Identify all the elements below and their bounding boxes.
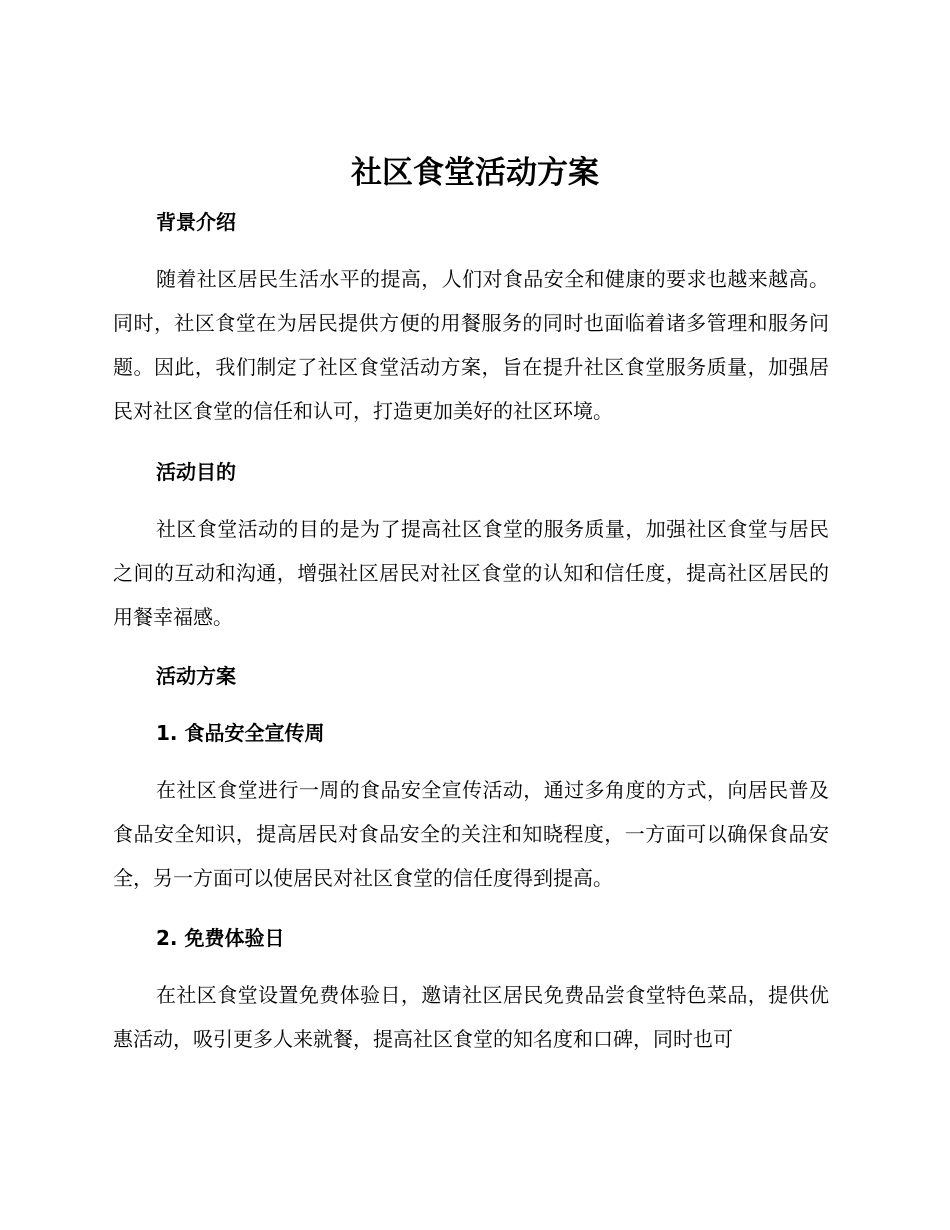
plan-item-heading-free-trial: 2. 免费体验日 bbox=[156, 926, 285, 950]
plan-item-heading-food-safety: 1. 食品安全宣传周 bbox=[156, 721, 325, 745]
section-paragraph-purpose: 社区食堂活动的目的是为了提高社区食堂的服务质量，加强社区食堂与居民之间的互动和沟通，增强社区居民对社区食堂的认知和信任度，提高社区居民的用餐幸福感。 bbox=[113, 517, 829, 629]
document-title: 社区食堂活动方案 bbox=[351, 155, 599, 191]
section-paragraph-background: 随着社区居民生活水平的提高，人们对食品安全和健康的要求也越来越高。同时，社区食堂在为居民提供方便的用餐服务的同时也面临着诸多管理和服务问题。因此，我们制定了社区食堂活动方案，旨在提升社区食堂服务质量，加强居民对社区食堂的信任和认可，打造更加美好的社区环境。 bbox=[113, 267, 829, 423]
section-heading-purpose: 活动目的 bbox=[156, 460, 236, 484]
section-heading-plan: 活动方案 bbox=[156, 664, 236, 688]
plan-item-paragraph-free-trial: 在社区食堂设置免费体验日，邀请社区居民免费品尝食堂特色菜品，提供优惠活动，吸引更多人来就餐，提高社区食堂的知名度和口碑，同时也可 bbox=[113, 983, 829, 1051]
plan-item-paragraph-food-safety: 在社区食堂进行一周的食品安全宣传活动，通过多角度的方式，向居民普及食品安全知识，提高居民对食品安全的关注和知晓程度，一方面可以确保食品安全，另一方面可以使居民对社区食堂的信任度得到提高。 bbox=[113, 778, 829, 890]
section-heading-background: 背景介绍 bbox=[156, 210, 236, 234]
